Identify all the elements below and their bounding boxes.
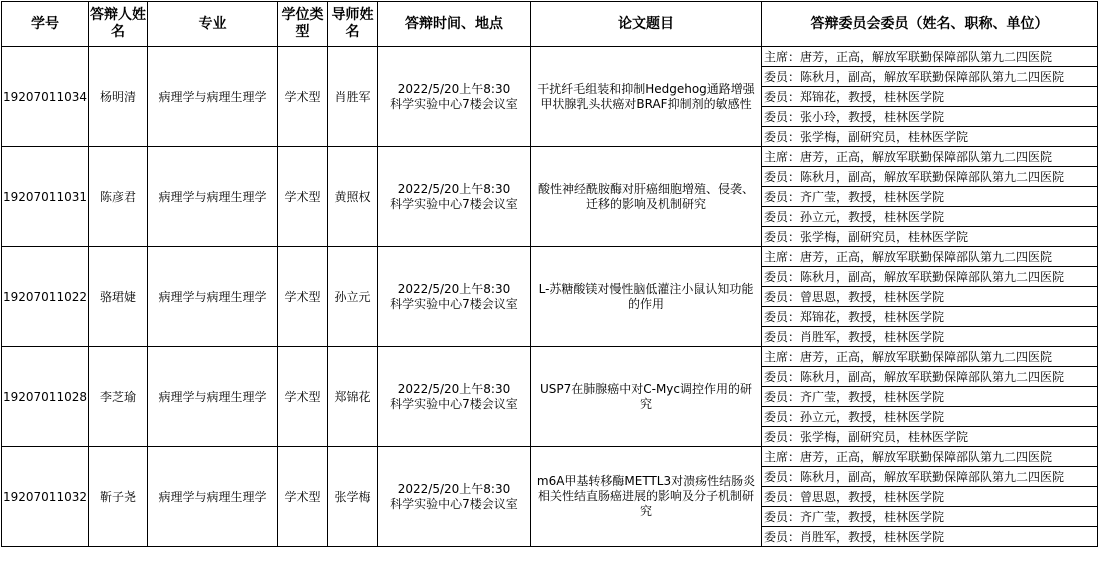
table-row <box>2 47 1098 67</box>
committee-member: 委员：陈秋月，副高，解放军联勤保障部队第九二四医院 <box>762 167 1098 187</box>
header-topic: 论文题目 <box>531 2 762 47</box>
header-name: 答辩人姓名 <box>89 2 148 47</box>
defense-place: 科学实验中心7楼会议室 <box>390 396 518 411</box>
student-id: 19207011034 <box>2 47 89 147</box>
committee-member: 委员：郑锦花，教授，桂林医学院 <box>762 307 1098 327</box>
thesis-topic: L-苏糖酸镁对慢性脑低灌注小鼠认知功能的作用 <box>531 247 762 347</box>
degree-type: 学术型 <box>278 247 328 347</box>
student-id: 19207011032 <box>2 447 89 547</box>
committee-member: 委员：肖胜军，教授，桂林医学院 <box>762 527 1098 547</box>
committee-member: 委员：张学梅，副研究员，桂林医学院 <box>762 427 1098 447</box>
committee-member: 委员：曾思恩，教授，桂林医学院 <box>762 487 1098 507</box>
student-name: 骆珺婕 <box>89 247 148 347</box>
advisor-name: 肖胜军 <box>328 47 378 147</box>
header-committee: 答辩委员会委员（姓名、职称、单位） <box>762 2 1098 47</box>
thesis-topic: USP7在肺腺癌中对C-Myc调控作用的研究 <box>531 347 762 447</box>
committee-member: 委员：张小玲，教授，桂林医学院 <box>762 107 1098 127</box>
student-name: 李芝瑜 <box>89 347 148 447</box>
thesis-topic: m6A甲基转移酶METTL3对溃疡性结肠炎相关性结直肠癌进展的影响及分子机制研究 <box>531 447 762 547</box>
header-row <box>2 2 1098 47</box>
advisor-name: 郑锦花 <box>328 347 378 447</box>
committee-member: 委员：曾思恩，教授，桂林医学院 <box>762 287 1098 307</box>
defense-time-place <box>378 147 531 247</box>
major: 病理学与病理生理学 <box>148 247 278 347</box>
defense-place: 科学实验中心7楼会议室 <box>390 296 518 311</box>
header-degree: 学位类型 <box>278 2 328 47</box>
student-name: 靳子尧 <box>89 447 148 547</box>
degree-type: 学术型 <box>278 447 328 547</box>
student-id: 19207011028 <box>2 347 89 447</box>
defense-time: 2022/5/20上午8:30 <box>397 381 511 396</box>
degree-type: 学术型 <box>278 47 328 147</box>
defense-place: 科学实验中心7楼会议室 <box>390 496 518 511</box>
table-row <box>2 147 1098 167</box>
defense-time-place <box>378 47 531 147</box>
defense-time: 2022/5/20上午8:30 <box>397 281 511 296</box>
committee-member: 委员：肖胜军，教授，桂林医学院 <box>762 327 1098 347</box>
thesis-topic: 酸性神经酰胺酶对肝癌细胞增殖、侵袭、迁移的影响及机制研究 <box>531 147 762 247</box>
header-id: 学号 <box>2 2 89 47</box>
table-row <box>2 247 1098 267</box>
committee-member: 主席：唐芳，正高，解放军联勤保障部队第九二四医院 <box>762 47 1098 67</box>
committee-member: 委员：陈秋月，副高，解放军联勤保障部队第九二四医院 <box>762 267 1098 287</box>
committee-member: 委员：齐广莹，教授，桂林医学院 <box>762 187 1098 207</box>
advisor-name: 黄照权 <box>328 147 378 247</box>
committee-member: 委员：陈秋月，副高，解放军联勤保障部队第九二四医院 <box>762 67 1098 87</box>
degree-type: 学术型 <box>278 347 328 447</box>
committee-member: 委员：齐广莹，教授，桂林医学院 <box>762 507 1098 527</box>
major: 病理学与病理生理学 <box>148 347 278 447</box>
defense-place: 科学实验中心7楼会议室 <box>390 96 518 111</box>
thesis-topic: 干扰纤毛组装和抑制Hedgehog通路增强甲状腺乳头状癌对BRAF抑制剂的敏感性 <box>531 47 762 147</box>
committee-member: 主席：唐芳，正高，解放军联勤保障部队第九二四医院 <box>762 447 1098 467</box>
committee-member: 主席：唐芳，正高，解放军联勤保障部队第九二四医院 <box>762 147 1098 167</box>
committee-member: 委员：齐广莹，教授，桂林医学院 <box>762 387 1098 407</box>
defense-time: 2022/5/20上午8:30 <box>397 181 511 196</box>
student-name: 陈彦君 <box>89 147 148 247</box>
student-id: 19207011022 <box>2 247 89 347</box>
student-name: 杨明清 <box>89 47 148 147</box>
advisor-name: 孙立元 <box>328 247 378 347</box>
committee-member: 委员：郑锦花，教授，桂林医学院 <box>762 87 1098 107</box>
major: 病理学与病理生理学 <box>148 47 278 147</box>
major: 病理学与病理生理学 <box>148 147 278 247</box>
header-time-place: 答辩时间、地点 <box>378 2 531 47</box>
header-advisor: 导师姓名 <box>328 2 378 47</box>
table-body <box>2 47 1098 547</box>
table-row <box>2 447 1098 467</box>
degree-type: 学术型 <box>278 147 328 247</box>
table-row <box>2 347 1098 367</box>
header-major: 专业 <box>148 2 278 47</box>
committee-member: 委员：陈秋月，副高，解放军联勤保障部队第九二四医院 <box>762 367 1098 387</box>
committee-member: 委员：孙立元，教授，桂林医学院 <box>762 207 1098 227</box>
committee-member: 委员：陈秋月，副高，解放军联勤保障部队第九二四医院 <box>762 467 1098 487</box>
defense-time-place <box>378 247 531 347</box>
defense-schedule-table <box>1 1 1098 547</box>
committee-member: 主席：唐芳，正高，解放军联勤保障部队第九二四医院 <box>762 247 1098 267</box>
defense-time: 2022/5/20上午8:30 <box>397 481 511 496</box>
defense-time-place <box>378 347 531 447</box>
defense-time: 2022/5/20上午8:30 <box>397 81 511 96</box>
committee-member: 委员：孙立元，教授，桂林医学院 <box>762 407 1098 427</box>
committee-member: 委员：张学梅，副研究员，桂林医学院 <box>762 227 1098 247</box>
student-id: 19207011031 <box>2 147 89 247</box>
defense-place: 科学实验中心7楼会议室 <box>390 196 518 211</box>
advisor-name: 张学梅 <box>328 447 378 547</box>
major: 病理学与病理生理学 <box>148 447 278 547</box>
committee-member: 委员：张学梅，副研究员，桂林医学院 <box>762 127 1098 147</box>
defense-time-place <box>378 447 531 547</box>
committee-member: 主席：唐芳，正高，解放军联勤保障部队第九二四医院 <box>762 347 1098 367</box>
